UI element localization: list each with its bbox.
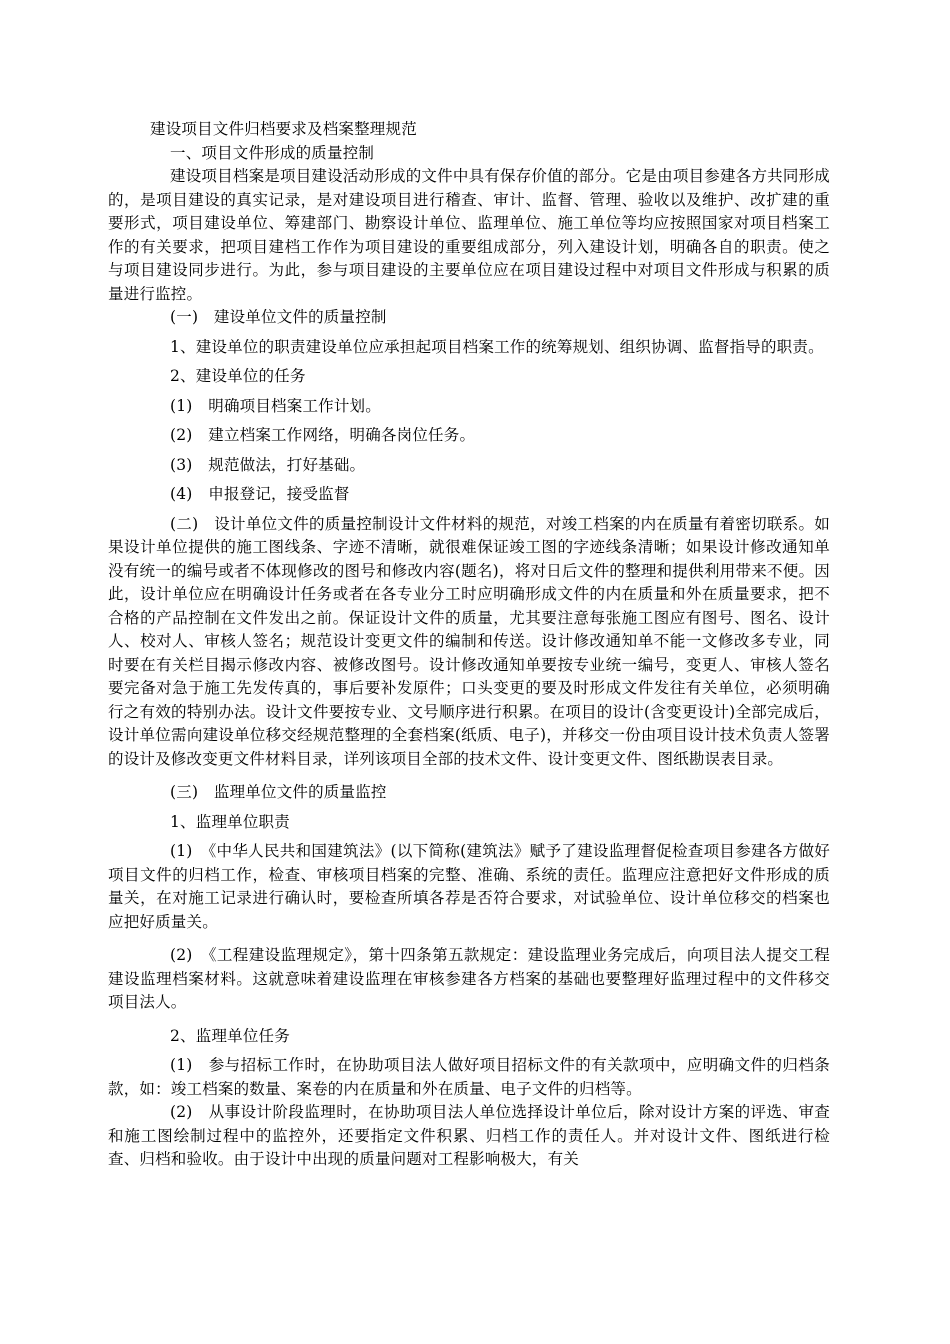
paragraph: (二) 设计单位文件的质量控制设计文件材料的规范，对竣工档案的内在质量有着密切联系。如果设计单位提供的施工图线条、字迹不清晰，就很难保证竣工图的字迹线条清晰；如果设计修改通知单没有统一的编号或者不体现修改的图号和修改内容(题名)，将对日后文件的整理和提供利用带来不便。因此，设计单位应在明确设计任务或者在各专业分工时应明确形成文件的内在质量和外在质量要求，把不合格的产品控制在文件发出之前。保证设计文件的质量，尤其要注意每张施工图应有图号、图名、设计人、校对人、审核人签名；规范设计变更文件的编制和传送。设计修改通知单不能一文修改多专业，同时要在有关栏目揭示修改内容、被修改图号。设计修改通知单要按专业统一编号，变更人、审核人签名要完备对急于施工先发传真的，事后要补发原件；口头变更的要及时形成文件发往有关单位，必须明确行之有效的特别办法。设计文件要按专业、文号顺序进行积累。在项目的设计(含变更设计)全部完成后，设计单位需向建设单位移交经规范整理的全套档案(纸质、电子)，并移交一份由项目设计技术负责人签署的设计及修改变更文件材料目录，详列该项目全部的技术文件、设计变更文件、图纸勘误表目录。 xyxy=(108,514,830,768)
list-heading: 1、监理单位职责 xyxy=(170,812,290,831)
list-item: (1) 明确项目档案工作计划。 xyxy=(170,396,381,415)
list-item: (2) 建立档案工作网络，明确各岗位任务。 xyxy=(170,426,476,444)
subsection-heading: (一) 建设单位文件的质量控制 xyxy=(170,308,387,326)
document-title: 建设项目文件归档要求及档案整理规范 xyxy=(150,120,417,138)
list-item: (3) 规范做法，打好基础。 xyxy=(170,455,366,474)
list-item: (4) 申报登记，接受监督 xyxy=(170,485,350,503)
paragraph: (2) 《工程建设监理规定》，第十四条第五款规定：建设监理业务完成后，向项目法人提交工程建设监理档案材料。这就意味着建设监理在审核参建各方档案的基础也要整理好监理过程中的文件移交项目法人。 xyxy=(108,946,830,1011)
list-heading: 2、建设单位的任务 xyxy=(170,367,306,385)
paragraph: 建设项目档案是项目建设活动形成的文件中具有保存价值的部分。它是由项目参建各方共同形成的，是项目建设的真实记录，是对建设项目进行稽查、审计、监督、管理、验收以及维护、改扩建的重要形式，项目建设单位、筹建部门、勘察设计单位、监理单位、施工单位等均应按照国家对项目档案工作的有关要求，把项目建档工作作为项目建设的重要组成部分，列入建设计划，明确各自的职责。使之与项目建设同步进行。为此，参与项目建设的主要单位应在项目建设过程中对项目文件形成与积累的质量进行监控。 xyxy=(108,167,830,303)
section-heading: 一、项目文件形成的质量控制 xyxy=(170,143,375,162)
paragraph: (1) 《中华人民共和国建筑法》(以下简称(建筑法》赋予了建设监理督促检查项目参建各方做好项目文件的归档工作，检查、审核项目档案的完整、准确、系统的责任。监理应注意把好文件形成的质量关，在对施工记录进行确认时，要检查所填各荐是否符合要求，对试验单位、设计单位移交的档案也应把好质量关。 xyxy=(108,842,830,931)
list-heading: 2、监理单位任务 xyxy=(170,1026,290,1045)
paragraph: (1) 参与招标工作时，在协助项目法人做好项目招标文件的有关款项中，应明确文件的归档条款，如：竣工档案的数量、案卷的内在质量和外在质量、电子文件的归档等。 xyxy=(108,1056,830,1098)
subsection-heading: (三) 监理单位文件的质量监控 xyxy=(170,783,387,801)
document-body xyxy=(108,118,830,1172)
paragraph: 1、建设单位的职责建设单位应承担起项目档案工作的统筹规划、组织协调、监督指导的职责。 xyxy=(170,337,824,356)
paragraph: (2) 从事设计阶段监理时，在协助项目法人单位选择设计单位后，除对设计方案的评选、审查和施工图绘制过程中的监控外，还要指定文件积累、归档工作的责任人。并对设计文件、图纸进行检查、归档和验收。由于设计中出现的质量问题对工程影响极大，有关 xyxy=(108,1103,830,1168)
